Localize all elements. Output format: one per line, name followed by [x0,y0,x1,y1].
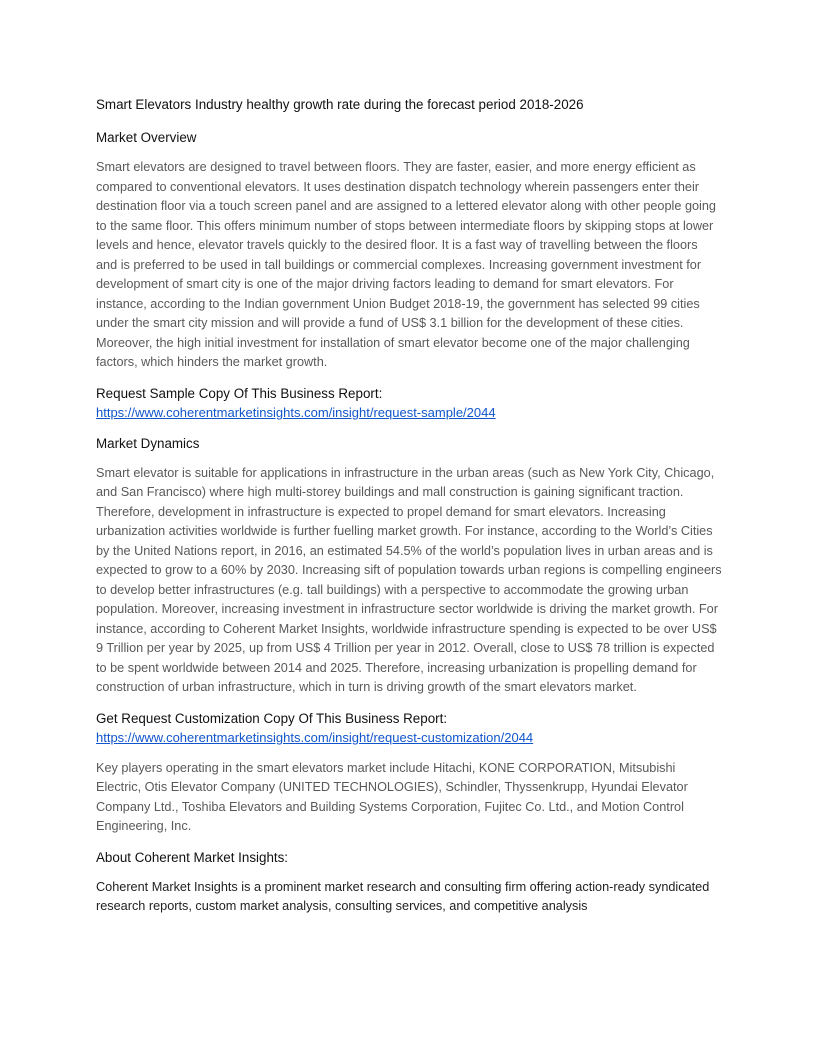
request-sample-block [96,384,722,423]
request-sample-label: Request Sample Copy Of This Business Report: [96,385,383,401]
request-customization-label: Get Request Customization Copy Of This Business Report: [96,710,448,726]
request-customization-block [96,709,722,748]
about-paragraph: Coherent Market Insights is a prominent market research and consulting firm offering action-ready syndicated research reports, custom market analysis, consulting services, and competitive analysis [96,879,710,913]
about-heading: About Coherent Market Insights: [96,849,289,865]
request-customization-link[interactable]: https://www.coherentmarketinsights.com/insight/request-customization/2044 [96,730,534,745]
document-title: Smart Elevators Industry healthy growth rate during the forecast period 2018-2026 [96,97,584,112]
document-content [96,95,722,928]
key-players-paragraph: Key players operating in the smart elevators market include Hitachi, KONE CORPORATION, Mitsubishi Electric, Otis Elevator Company (UNITED TECHNOLOGIES), Schindler, Thyssenkrupp, Hyundai Elevator Company Ltd., Toshiba Elevators and Building Systems Corporation, Fujitec Co. Ltd., and Motion Control Engineering, Inc. [96,760,688,833]
request-sample-link[interactable]: https://www.coherentmarketinsights.com/insight/request-sample/2044 [96,405,496,420]
market-dynamics-heading: Market Dynamics [96,435,200,451]
market-overview-paragraph: Smart elevators are designed to travel between floors. They are faster, easier, and more energy efficient as compared to conventional elevators. It uses destination dispatch technology wherein passengers enter their destination floor via a touch screen panel and are assigned to a lettered elevator along with other people going to the same floor. This offers minimum number of stops between intermediate floors by skipping stops at lower levels and hence, elevator travels quickly to the desired floor. It is a fast way of travelling between the floors and is preferred to be used in tall buildings or commercial complexes. Increasing government investment for development of smart city is one of the major driving factors leading to demand for smart elevators. For instance, according to the Indian government Union Budget 2018-19, the government has selected 99 cities under the smart city mission and will provide a fund of US$ 3.1 billion for the development of these cities. Moreover, the high initial investment for installation of smart elevator become one of the major challenging factors, which hinders the market growth. [96,160,716,369]
market-dynamics-paragraph: Smart elevator is suitable for applications in infrastructure in the urban areas (such as New York City, Chicago, and San Francisco) where high multi-storey buildings and mall construction is gaining significant traction. Therefore, development in infrastructure is expected to propel demand for smart elevators. Increasing urbanization activities worldwide is further fuelling market growth. For instance, according to the World’s Cities by the United Nations report, in 2016, an estimated 54.5% of the world’s population lives in urban areas and is expected to grow to a 60% by 2030. Increasing sift of population towards urban regions is compelling engineers to develop better infrastructures (e.g. tall buildings) with a perspective to accommodate the growing urban population. Moreover, increasing investment in infrastructure sector worldwide is driving the market growth. For instance, according to Coherent Market Insights, worldwide infrastructure spending is expected to be over US$ 9 Trillion per year by 2025, up from US$ 4 Trillion per year in 2012. Overall, close to US$ 78 trillion is expected to be spent worldwide between 2014 and 2025. Therefore, increasing urbanization is propelling demand for construction of urban infrastructure, which in turn is driving growth of the smart elevators market. [96,465,722,694]
market-overview-heading: Market Overview [96,130,197,145]
